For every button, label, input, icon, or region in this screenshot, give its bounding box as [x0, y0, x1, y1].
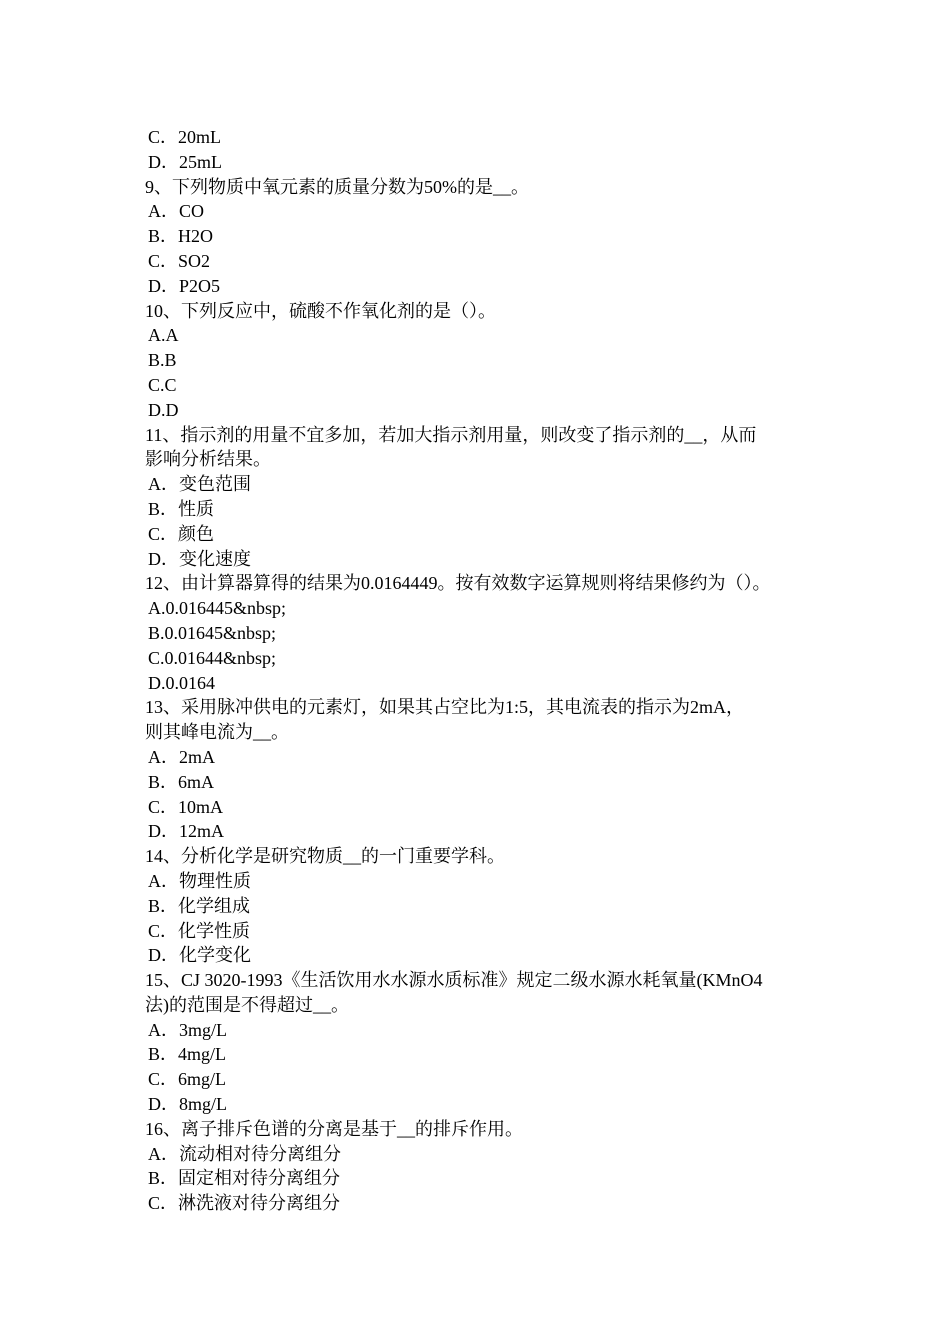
option-line: C．淋洗液对待分离组分 [148, 1193, 341, 1214]
option-line: A.0.016445&nbsp; [148, 598, 287, 619]
option-line: B．性质 [148, 498, 215, 519]
question-line: 15、CJ 3020-1993《生活饮用水水源水质标准》规定二级水源水耗氧量(KMnO4 [145, 970, 763, 991]
question-line: 影响分析结果。 [145, 449, 271, 470]
option-line: D.D [148, 399, 179, 420]
option-line: D．变化速度 [148, 548, 251, 569]
option-line: A.A [148, 325, 179, 346]
option-line: D．8mg/L [148, 1094, 227, 1115]
question-line: 9、下列物质中氧元素的质量分数为50%的是__。 [145, 176, 529, 197]
question-line: 则其峰电流为__。 [145, 722, 289, 743]
option-line: A．物理性质 [148, 870, 251, 891]
question-line: 13、采用脉冲供电的元素灯，如果其占空比为1:5，其电流表的指示为2mA， [145, 697, 744, 718]
option-line: B．H2O [148, 226, 214, 247]
question-line: 10、下列反应中，硫酸不作氧化剂的是（）。 [145, 300, 496, 321]
option-line: D．化学变化 [148, 945, 251, 966]
question-line: 11、指示剂的用量不宜多加，若加大指示剂用量，则改变了指示剂的__，从而 [145, 424, 757, 445]
option-line: A．变色范围 [148, 474, 251, 495]
question-line: 16、离子排斥色谱的分离是基于__的排斥作用。 [145, 1118, 523, 1139]
option-line: C.C [148, 374, 177, 395]
option-line: A．3mg/L [148, 1019, 227, 1040]
option-line: B.B [148, 350, 177, 371]
question-line: 14、分析化学是研究物质__的一门重要学科。 [145, 846, 505, 867]
option-line: C．10mA [148, 796, 224, 817]
option-line: D．P2O5 [148, 275, 221, 296]
option-line: C．颜色 [148, 523, 215, 544]
option-line: D．25mL [148, 151, 222, 172]
option-line: B．固定相对待分离组分 [148, 1168, 341, 1189]
option-line: B.0.01645&nbsp; [148, 622, 277, 643]
option-line: D.0.0164 [148, 672, 215, 693]
option-line: A．流动相对待分离组分 [148, 1143, 341, 1164]
option-line: A．CO [148, 201, 205, 222]
option-line: C．20mL [148, 127, 222, 147]
option-line: C．6mg/L [148, 1069, 227, 1090]
option-line: B．化学组成 [148, 895, 251, 916]
option-line: D．12mA [148, 821, 224, 842]
option-line: C.0.01644&nbsp; [148, 647, 277, 668]
document-body [0, 125, 950, 1216]
option-line: C．SO2 [148, 250, 211, 271]
option-line: B．6mA [148, 771, 215, 792]
option-line: A．2mA [148, 746, 215, 767]
option-line: C．化学性质 [148, 920, 251, 941]
question-line: 法)的范围是不得超过__。 [145, 994, 349, 1015]
option-line: B．4mg/L [148, 1044, 227, 1065]
question-line: 12、由计算器算得的结果为0.0164449。按有效数字运算规则将结果修约为（）。 [145, 573, 771, 594]
